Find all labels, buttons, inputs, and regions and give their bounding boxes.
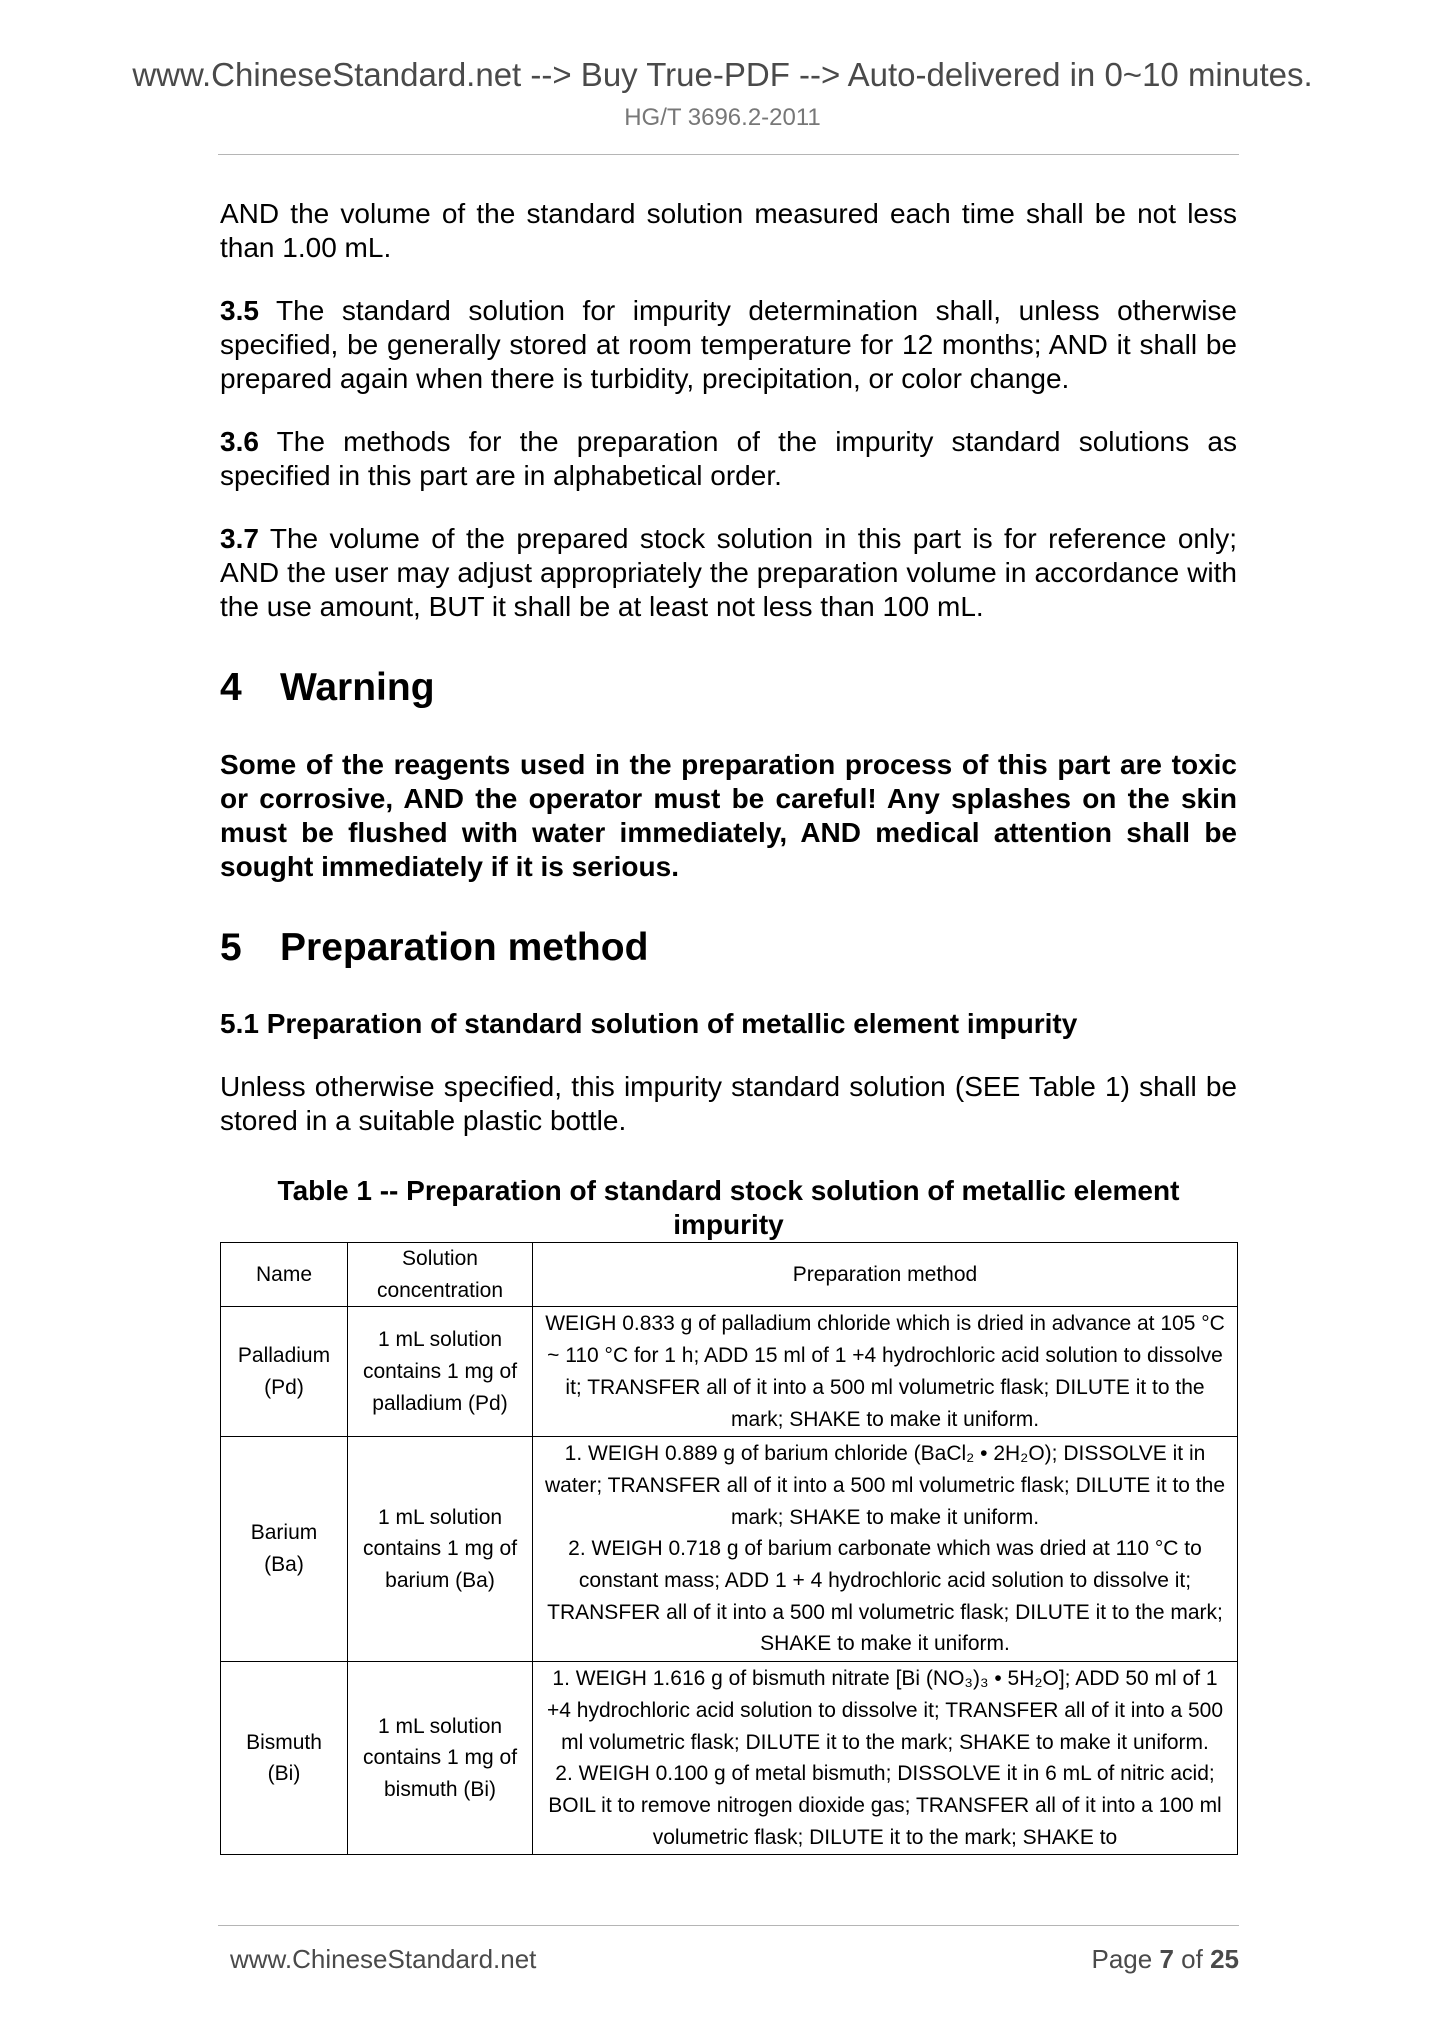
subsection-heading-5-1: 5.1 Preparation of standard solution of metallic element impurity [220,1008,1078,1039]
page-word: Page [1091,1944,1153,1974]
table-row [221,1307,1238,1437]
header-method: Preparation method [533,1243,1238,1307]
method-step: 2. WEIGH 0.100 g of metal bismuth; DISSOLVE it in 6 mL of nitric acid; BOIL it to remove nitrogen dioxide gas; TRANSFER all of it into a 100 ml volumetric flask; DILUTE it to the mark; SHAKE to [548,1762,1222,1849]
cell-method [533,1307,1238,1437]
section-heading-warning [220,666,1237,710]
table-header-row [221,1243,1238,1307]
clause-3-5 [220,294,1237,396]
cell-method [533,1662,1238,1855]
footer-site: www.ChineseStandard.net [230,1944,537,1974]
paragraph-5-1: Unless otherwise specified, this impurity standard solution (SEE Table 1) shall be stored in a suitable plastic bottle. [220,1071,1237,1136]
section-number: 4 [220,666,242,709]
clause-text: The volume of the prepared stock solution in this part is for reference only; AND the user may adjust appropriately the preparation volume in accordance with the use amount, BUT it shall be at least not less than 100 mL. [220,523,1237,622]
document-body [220,197,1237,1855]
table-body [221,1307,1238,1855]
method-step: 1. WEIGH 0.889 g of barium chloride (BaCl₂ • 2H₂O); DISSOLVE it in water; TRANSFER all of it into a 500 ml volumetric flask; DILUTE it to the mark; SHAKE to make it uniform. [544,1442,1225,1529]
clause-text: The methods for the preparation of the impurity standard solutions as specified in this part are in alphabetical order. [220,426,1237,491]
page-of: of [1181,1944,1203,1974]
header-divider [218,154,1239,155]
section-number: 5 [220,926,242,969]
section-heading-preparation [220,926,1237,970]
header-concentration: Solution concentration [348,1243,533,1307]
paragraph-continuation: AND the volume of the standard solution measured each time shall be not less than 1.00 mL. [220,198,1237,263]
footer-divider [218,1925,1239,1926]
warning-text: Some of the reagents used in the preparation process of this part are toxic or corrosive, AND the operator must be careful! Any splashes on the skin must be flushed with water immediately, AND medical attention shall be sought immediately if it is serious. [220,749,1237,882]
clause-3-7 [220,522,1237,624]
clause-number: 3.7 [220,523,259,554]
table-row [221,1662,1238,1855]
header-name: Name [221,1243,348,1307]
clause-text: The standard solution for impurity determination shall, unless otherwise specified, be generally stored at room temperature for 12 months; AND it shall be prepared again when there is turbidity, precipitation, or color change. [220,295,1237,394]
section-title: Warning [280,666,435,709]
cell-name: Bismuth (Bi) [221,1662,348,1855]
cell-method [533,1437,1238,1662]
page-number [1091,1944,1239,1975]
cell-name: Barium (Ba) [221,1437,348,1662]
clause-3-6 [220,425,1237,493]
header-banner: www.ChineseStandard.net --> Buy True-PDF --> Auto-delivered in 0~10 minutes. [132,56,1313,93]
table-caption: Table 1 -- Preparation of standard stock solution of metallic element impurity [277,1175,1180,1240]
table-1 [220,1242,1238,1855]
cell-concentration: 1 mL solution contains 1 mg of palladium (Pd) [348,1307,533,1437]
cell-name: Palladium (Pd) [221,1307,348,1437]
page-current: 7 [1159,1944,1174,1974]
method-step: WEIGH 0.833 g of palladium chloride which is dried in advance at 105 °C ~ 110 °C for 1 h; ADD 15 ml of 1 +4 hydrochloric acid solution to dissolve it; TRANSFER all of it into a 500 ml volumetric flask; DILUTE it to the mark; SHAKE to make it uniform. [545,1312,1225,1431]
cell-concentration: 1 mL solution contains 1 mg of bismuth (Bi) [348,1662,533,1855]
clause-number: 3.6 [220,426,259,457]
cell-concentration: 1 mL solution contains 1 mg of barium (Ba) [348,1437,533,1662]
method-step: 1. WEIGH 1.616 g of bismuth nitrate [Bi (NO₃)₃ • 5H₂O]; ADD 50 ml of 1 +4 hydrochloric acid solution to dissolve it; TRANSFER all of it into a 500 ml volumetric flask; DILUTE it to the mark; SHAKE to make it uniform. [546,1667,1224,1754]
table-row [221,1437,1238,1662]
standard-number: HG/T 3696.2-2011 [624,104,821,131]
clause-number: 3.5 [220,295,259,326]
section-title: Preparation method [280,926,649,969]
method-step: 2. WEIGH 0.718 g of barium carbonate which was dried at 110 °C to constant mass; ADD 1 + 4 hydrochloric acid solution to dissolve it; TRANSFER all of it into a 500 ml volumetric flask; DILUTE it to the mark; SHAKE to make it uniform. [547,1537,1223,1656]
page-total: 25 [1210,1944,1239,1974]
